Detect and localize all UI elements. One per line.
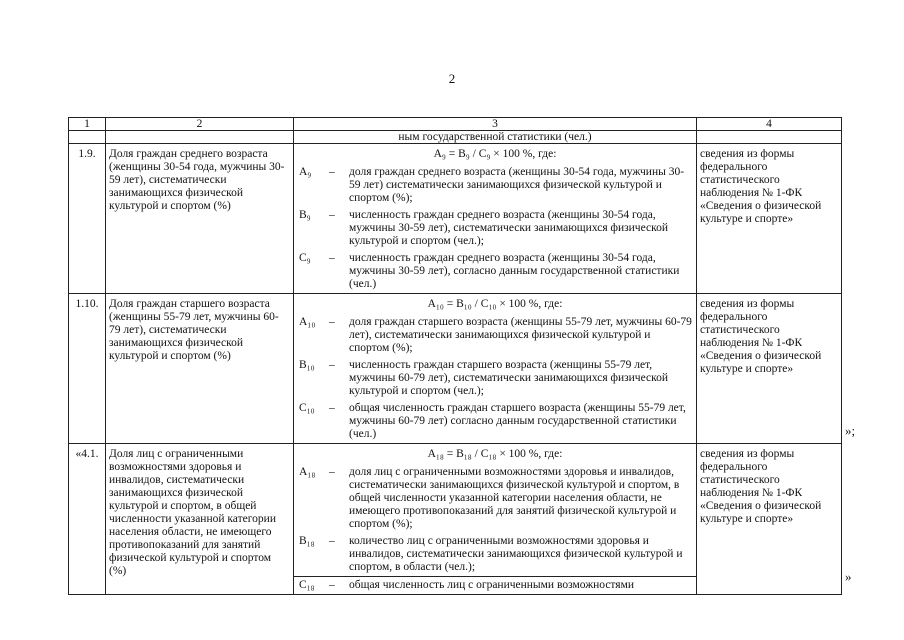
dash: – [329,252,335,264]
page-number: 2 [448,71,456,86]
variable-definition [297,207,693,250]
dash: – [329,466,335,478]
indicators-table [68,117,842,595]
variable-code: А₉ [299,166,312,178]
closing-quote: » [845,569,852,584]
formula: А₁₀ = В₁₀ / С₁₀ × 100 %, где: [427,298,563,310]
variable-definition [297,400,693,443]
variable-text: доля граждан старшего возраста (женщины 55-79 лет, мужчины 60-79 лет), систематически занимающихся физической культурой и спортом (%); [349,316,692,354]
variable-text: общая численность граждан старшего возраста (женщины 55-79 лет, мужчины 60-79 лет) согласно данным государственной статистики (чел.) [349,402,686,440]
formula: А₉ = В₉ / С₉ × 100 %, где: [433,148,557,160]
data-source: сведения из формы федерального статистического наблюдения № 1-ФК «Сведения о физической культуре и спорте» [697,444,842,595]
variable-definition [297,314,693,357]
header-cell: 3 [294,118,697,131]
continuation-text: ным государственной статистики (чел.) [294,131,697,144]
variable-text: доля лиц с ограниченными возможностями здоровья и инвалидов, систематически занимающихся физической культурой и спортом, в общей численности указанной категории населения области, не имеющего противопоказаний для занятий физической культурой и спортом (%); [349,466,680,530]
method-cell [294,294,697,444]
variable-code: С₉ [299,252,311,264]
table-row [69,444,842,595]
dash: – [329,209,335,221]
dash: – [329,316,335,328]
dash: – [329,535,335,547]
variable-code: В₉ [299,209,311,221]
table-header-row [69,118,842,131]
variable-text: доля граждан среднего возраста (женщины 30-54 года, мужчины 30-59 лет) систематически занимающихся физической культурой и спортом (%); [349,166,685,204]
table-row [69,144,842,294]
method-cell [294,144,697,294]
row-number: 1.10. [69,294,106,444]
variable-code: В₁₈ [299,535,315,547]
formula: А₁₈ = В₁₈ / С₁₈ × 100 %, где: [427,448,563,460]
header-cell: 2 [106,118,294,131]
variable-definition [297,533,693,576]
variable-code: А₁₀ [299,316,316,328]
dash: – [329,166,335,178]
closing-quote-semicolon: »; [845,423,856,438]
variable-text: общая численность лиц с ограниченными возможностями [349,579,635,591]
variable-definition [297,164,693,207]
indicator-name: Доля лиц с ограниченными возможностями здоровья и инвалидов, систематически занимающихся физической культурой и спортом, в общей численности указанной категории населения области, не имеющего противопоказаний для занятий физической культурой и спортом (%) [106,444,294,595]
variable-text: численность граждан старшего возраста (женщины 55-79 лет, мужчины 60-79 лет), систематически занимающихся физической культурой и спортом (чел.); [349,359,668,397]
variable-code: А₁₈ [299,466,316,478]
dash: – [329,402,335,414]
variable-text: количество лиц с ограниченными возможностями здоровья и инвалидов, систематически занимающихся физической культурой и спортом, в области (чел.); [349,535,683,573]
indicator-name: Доля граждан старшего возраста (женщины 55-79 лет, мужчины 60-79 лет), систематически занимающихся физической культурой и спортом (%) [106,294,294,444]
method-cell [294,444,697,595]
data-source: сведения из формы федерального статистического наблюдения № 1-ФК «Сведения о физической культуре и спорте» [697,144,842,294]
dash: – [329,579,335,591]
variable-definition [294,576,696,594]
row-number: «4.1. [69,444,106,595]
header-cell: 4 [697,118,842,131]
variable-text: численность граждан среднего возраста (женщины 30-54 года, мужчины 30-59 лет), согласно данным государственной статистики (чел.) [349,252,680,290]
variable-code: С₁₀ [299,402,315,414]
indicator-name: Доля граждан среднего возраста (женщины 30-54 года, мужчины 30-59 лет), систематически занимающихся физической культурой и спортом (%) [106,144,294,294]
variable-definition [297,250,693,293]
variable-definition [297,464,693,533]
row-number: 1.9. [69,144,106,294]
variable-text: численность граждан среднего возраста (женщины 30-54 года, мужчины 30-59 лет), систематически занимающихся физической культурой и спортом (чел.); [349,209,668,247]
variable-code: В₁₀ [299,359,315,371]
variable-code: С₁₈ [299,579,315,591]
table-row [69,294,842,444]
continuation-row [69,131,842,144]
dash: – [329,359,335,371]
data-source: сведения из формы федерального статистического наблюдения № 1-ФК «Сведения о физической культуре и спорте» [697,294,842,444]
header-cell: 1 [69,118,106,131]
variable-definition [297,357,693,400]
